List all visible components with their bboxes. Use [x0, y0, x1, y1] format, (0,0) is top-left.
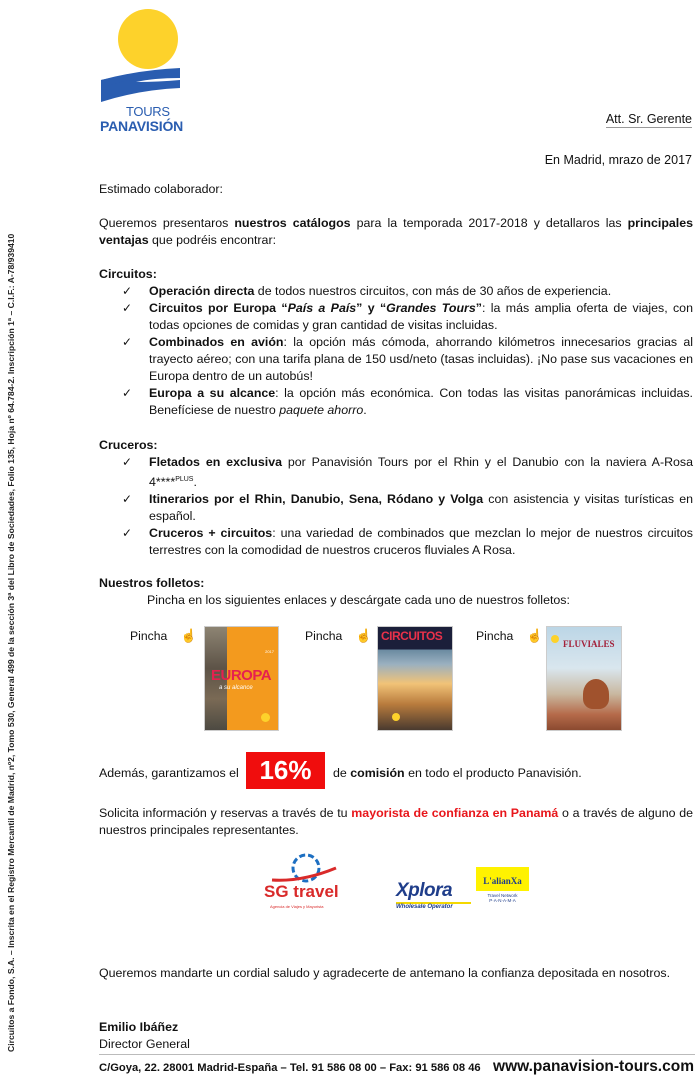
check-icon: ✓ [122, 492, 133, 507]
commission-badge: 16% [246, 752, 325, 789]
cover-logo-icon [261, 713, 270, 722]
check-icon: ✓ [122, 301, 133, 315]
circuitos-heading: Circuitos: [99, 267, 157, 281]
alianxa-country: P·A·N·A·M·A [489, 898, 516, 903]
footer-address: C/Goya, 22. 28001 Madrid-España – Tel. 91 586 08 00 – Fax: 91 586 08 46 [99, 1062, 481, 1074]
hand-pointer-icon: ☝ [526, 628, 543, 643]
cruceros-list [99, 454, 693, 559]
brochure-link-fluviales[interactable] [476, 628, 543, 644]
mayorista-highlight: mayorista de confianza en Panamá [351, 806, 559, 820]
cover-subtitle: a su alcance [219, 685, 253, 691]
cover-title: CIRCUITOS [381, 629, 443, 643]
circuitos-list [99, 283, 693, 419]
cruceros-section [99, 437, 693, 559]
footer-divider [99, 1054, 695, 1055]
list-item: ✓ Cruceros + circuitos: una variedad de combinados que mezclan lo mejor de nuestros circuitos terrestres con la comodidad de nuestros cruceros fluviales A Rosa. [122, 526, 694, 558]
folletos-instruction: Pincha en los siguientes enlaces y descárgate cada uno de nuestros folletos: [147, 593, 570, 607]
recipient: Att. Sr. Gerente [605, 112, 692, 126]
brochure-cover-fluviales[interactable] [546, 626, 622, 731]
signature-block [99, 1019, 190, 1053]
intro-text: que podréis encontrar: [148, 233, 277, 247]
pincha-label[interactable]: Pincha [305, 629, 343, 643]
closing-text: Queremos mandarte un cordial saludo y agradecerte de antemano la confianza depositada en nosotros. [99, 966, 671, 980]
greeting-text: Estimado colaborador: [99, 182, 223, 196]
place-date: En Madrid, mrazo de 2017 [544, 153, 692, 167]
logo-panavision-text: PANAVISIÓN [100, 118, 184, 134]
solicita-paragraph: Solicita información y reservas a través de tu mayorista de confianza en Panamá o a través de alguno de nuestros principales representantes. [99, 806, 693, 837]
folletos-section [99, 575, 693, 609]
cover-title: FLUVIALES [563, 639, 615, 649]
cover-photo [583, 679, 609, 709]
check-icon: ✓ [122, 526, 133, 541]
list-item: ✓ Combinados en avión: la opción más cómoda, ahorrando kilómetros innecesarios gracias al trayecto aéreo; con una tarifa plana de 150 usd/neto (tasas incluidas). ¡No pase sus vacaciones en Europa dentro de un autobús! [122, 335, 693, 383]
intro-paragraph [99, 215, 693, 249]
footer-website-link[interactable]: www.panavision-tours.com [493, 1058, 694, 1075]
cover-year: 2017 [265, 649, 274, 654]
pincha-label[interactable]: Pincha [476, 629, 514, 643]
check-icon: ✓ [122, 455, 133, 469]
panavision-logo [98, 8, 188, 133]
hand-pointer-icon: ☝ [355, 628, 372, 643]
commission-after: de comisión en todo el producto Panavisión. [333, 766, 582, 780]
intro-text: para la temporada 2017-2018 y detallaros las [350, 216, 628, 230]
check-icon: ✓ [122, 386, 133, 400]
intro-bold-ventajas: principales ventajas [99, 216, 693, 247]
commission-bold: comisión [350, 766, 405, 780]
cover-logo-icon [551, 635, 559, 643]
cover-logo-icon [392, 713, 400, 721]
cover-title: EUROPA [211, 667, 272, 684]
xplora-tagline: Wholesale Operator [396, 902, 471, 910]
circuitos-section [99, 266, 693, 419]
signature-name: Emilio Ibáñez [99, 1020, 179, 1034]
pincha-label[interactable]: Pincha [130, 629, 168, 643]
hand-pointer-icon: ☝ [180, 628, 197, 643]
folletos-heading: Nuestros folletos: [99, 576, 205, 590]
list-item: ✓ Europa a su alcance: la opción más económica. Con todas las visitas panorámicas incluidas. Benefíciese de nuestro paquete ahorro. [122, 386, 693, 417]
closing-paragraph [99, 965, 693, 982]
sg-travel-tagline: Agencia de Viajes y Mayorista [270, 904, 324, 909]
brochure-cover-circuitos[interactable] [377, 626, 453, 731]
side-legal-text: Circuitos a Fondo, S.A. – Inscrita en el Registro Mercantil de Madrid, nº2, Tomo 530, General 499 de la sección 3ª del Libro de Sociedades, Folio 135, Hoja nº 64.784-2. Inscripción 1ª – C.I.F.: A-78/939410 [6, 233, 16, 1052]
alianxa-logo [476, 867, 529, 909]
greeting [99, 181, 693, 198]
signature-title: Director General [99, 1037, 190, 1051]
alianxa-name: L'alianXa [476, 867, 529, 891]
xplora-name: Xplora [396, 880, 453, 901]
list-item: ✓ Operación directa de todos nuestros circuitos, con más de 30 años de experiencia. [122, 284, 612, 298]
brochure-cover-europa[interactable] [204, 626, 279, 731]
brochure-link-circuitos[interactable] [305, 628, 372, 644]
alianxa-tagline: Travel Network [487, 893, 518, 898]
check-icon: ✓ [122, 335, 133, 349]
list-item: ✓ Fletados en exclusiva por Panavisión Tours por el Rhin y el Danubio con la naviera A-Rosa 4****$^{PLUS}$. [122, 455, 694, 490]
brochure-link-europa[interactable] [130, 628, 197, 644]
intro-text: Queremos presentaros [99, 216, 235, 230]
xplora-logo [396, 880, 471, 910]
sg-travel-logo [262, 852, 342, 912]
cruceros-heading: Cruceros: [99, 438, 158, 452]
sg-travel-name: SG travel [264, 882, 339, 901]
sun-wave-logo-icon [98, 8, 188, 108]
list-item: ✓ Circuitos por Europa “País a País” y “Grandes Tours”: la más amplia oferta de viajes, con todas opciones de comidas y gran cantidad de visitas incluidas. [122, 301, 693, 332]
check-icon: ✓ [122, 284, 133, 298]
list-item: ✓ Itinerarios por el Rhin, Danubio, Sena, Ródano y Volga con asistencia y visitas turísticas en español. [122, 492, 693, 524]
intro-bold-catalogos: nuestros catálogos [234, 216, 351, 230]
commission-before: Además, garantizamos el [99, 766, 239, 780]
logo-tours-text: TOURS [126, 104, 170, 119]
